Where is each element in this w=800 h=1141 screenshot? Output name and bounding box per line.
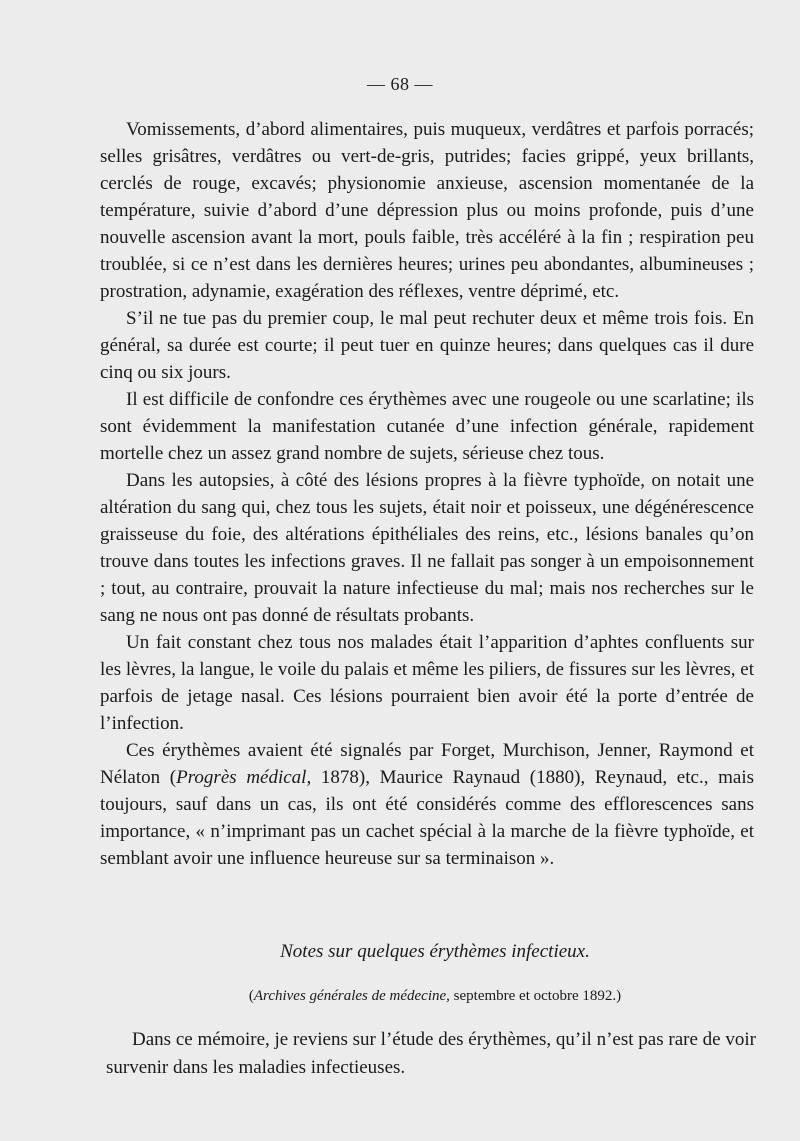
paragraph-autopsies: Dans les autopsies, à côté des lésions propres à la fièvre typhoïde, on notait une altération du sang qui, chez tous les sujets, était noir et poisseux, une dégénérescence graisseuse du foie, des altérations épithéliales des reins, etc., lésions banales qu’on trouve dans toutes les infections graves. Il ne fallait pas songer à un empoisonnement ; tout, au contraire, prouvait la nature infectieuse du mal; mais nos recherches sur le sang ne nous ont pas donné de résultats probants.	[100, 470, 754, 626]
journal-reference: Progrès médical,	[176, 767, 312, 788]
source-open-paren: (	[248, 988, 254, 1004]
paragraph-aphthae: Un fait constant chez tous nos malades était l’apparition d’aphtes confluents sur les lèvres, la langue, le voile du palais et même les piliers, de fissures sur les lèvres, et parfois de jetage nasal. Ces lésions pourraient bien avoir été la porte d’entrée de l’infection.	[100, 632, 754, 734]
source-citation	[0, 988, 800, 1005]
main-text-block	[100, 116, 754, 872]
paragraph-symptoms: Vomissements, d’abord alimentaires, puis muqueux, verdâtres et parfois porracés; selles grisâtres, verdâtres ou vert-de-gris, putrides; facies grippé, yeux brillants, cerclés de rouge, excavés; physionomie anxieuse, ascension momentanée de la température, suivie d’abord d’une dépression plus ou moins profonde, puis d’une nouvelle ascension avant la mort, pouls faible, très accéléré à la fin ; respiration peu troublée, si ce n’est dans les dernières heures; urines peu abondantes, albumineuses ; prostration, adynamie, exagération des réflexes, ventre déprimé, etc.	[100, 119, 754, 302]
paragraph-memoir-intro: Dans ce mémoire, je reviens sur l’étude des érythèmes, qu’il n’est pas rare de voir survenir dans les maladies infectieuses.	[106, 1029, 756, 1078]
source-journal: Archives générales de médecine,	[253, 988, 450, 1004]
paragraph-references	[100, 737, 754, 872]
closing-text-block	[106, 1026, 756, 1082]
references-text-end: 1878), Maurice Raynaud (1880), Reynaud, etc., mais toujours, sauf dans un cas, ils ont été considérés comme des efflorescences sans importance, « n’imprimant pas un cachet spécial à la marche de la fièvre typhoïde, et semblant avoir une influence heureuse sur sa terminaison ».	[100, 767, 754, 869]
page-number: — 68 —	[367, 74, 433, 94]
source-date: septembre et octobre 1892.)	[449, 988, 622, 1004]
paragraph-duration: S’il ne tue pas du premier coup, le mal peut rechuter deux et même trois fois. En général, sa durée est courte; il peut tuer en quinze heures; dans quelques cas il dure cinq ou six jours.	[100, 308, 754, 383]
section-title: Notes sur quelques érythèmes infectieux.	[280, 941, 590, 962]
references-text-start: Ces érythèmes avaient été signalés par Forget, Murchison, Jenner, Raymond et Nélaton (	[100, 740, 754, 788]
paragraph-diagnosis: Il est difficile de confondre ces érythèmes avec une rougeole ou une scarlatine; ils sont évidemment la manifestation cutanée d’une infection générale, rapidement mortelle chez un assez grand nombre de sujets, sérieuse chez tous.	[100, 389, 754, 464]
